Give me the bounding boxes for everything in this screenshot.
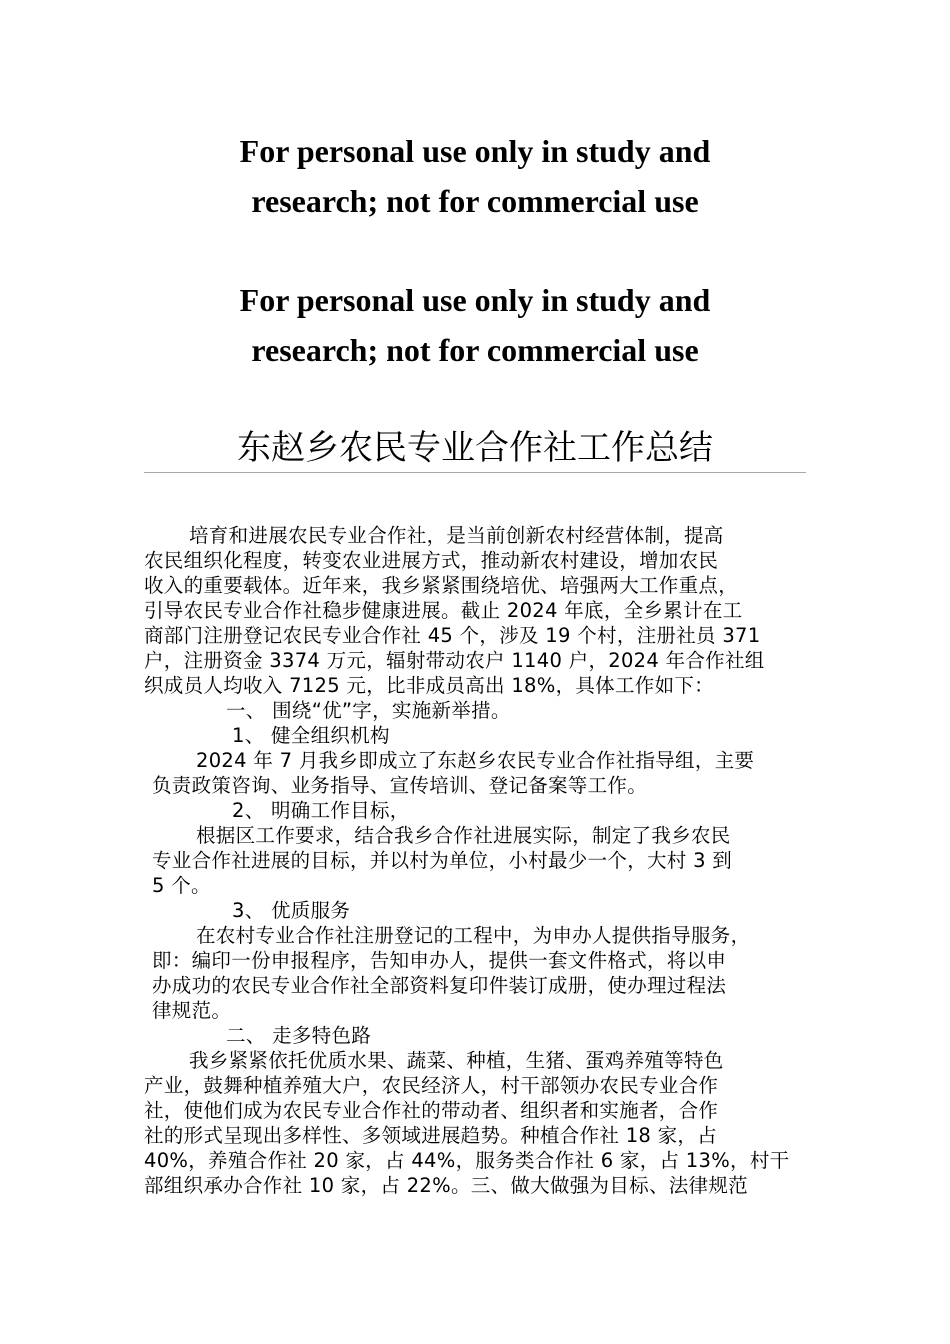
paragraph-line: 织成员人均收入 7125 元，比非成员高出 18%，具体工作如下：	[144, 674, 714, 697]
watermark-line: For personal use only in study and	[239, 133, 711, 169]
paragraph-line: 社，使他们成为农民专业合作社的带动者、组织者和实施者，合作	[144, 1099, 719, 1122]
paragraph-line: 40%，养殖合作社 20 家，占 44%，服务类合作社 6 家，占 13%，村干	[144, 1149, 790, 1172]
paragraph-line: 培育和进展农民专业合作社，是当前创新农村经营体制，提高	[189, 524, 724, 547]
paragraph-line: 农民组织化程度，转变农业进展方式，推动新农村建设，增加农民	[144, 549, 719, 572]
subsection-heading: 2、 明确工作目标，	[232, 799, 410, 822]
section-heading: 二、 走多特色路	[226, 1024, 372, 1047]
paragraph-line: 产业，鼓舞种植养殖大户，农民经济人，村干部领办农民专业合作	[144, 1074, 719, 1097]
paragraph-line: 5 个。	[152, 874, 211, 897]
subsection-heading: 1、 健全组织机构	[232, 724, 390, 747]
paragraph-line: 在农村专业合作社注册登记的工程中，为申办人提供指导服务，	[196, 924, 751, 947]
subsection-heading: 3、 优质服务	[232, 899, 351, 922]
paragraph-line: 负责政策咨询、业务指导、宣传培训、登记备案等工作。	[152, 774, 648, 797]
paragraph-line: 即：编印一份申报程序，告知申办人，提供一套文件格式，将以申	[152, 949, 727, 972]
paragraph-line: 社的形式呈现出多样性、多领域进展趋势。种植合作社 18 家，占	[144, 1124, 718, 1147]
paragraph-line: 根据区工作要求，结合我乡合作社进展实际，制定了我乡农民	[196, 824, 731, 847]
watermark-line: research; not for commercial use	[251, 183, 699, 219]
watermark-line: research; not for commercial use	[251, 332, 699, 368]
paragraph-line: 办成功的农民专业合作社全部资料复印件装订成册，使办理过程法	[152, 974, 727, 997]
paragraph-line: 我乡紧紧依托优质水果、蔬菜、种植，生猪、蛋鸡养殖等特色	[189, 1049, 724, 1072]
paragraph-line: 专业合作社进展的目标，并以村为单位，小村最少一个，大村 3 到	[152, 849, 733, 872]
section-heading: 一、 围绕“优”字，实施新举措。	[226, 699, 511, 722]
paragraph-line: 引导农民专业合作社稳步健康进展。截止 2024 年底，全乡累计在工	[144, 599, 743, 622]
paragraph-line: 户，注册资金 3374 万元，辐射带动农户 1140 户，2024 年合作社组	[144, 649, 765, 672]
paragraph-line: 商部门注册登记农民专业合作社 45 个，涉及 19 个村，注册社员 371	[144, 624, 761, 647]
paragraph-line: 收入的重要载体。近年来，我乡紧紧围绕培优、培强两大工作重点，	[144, 574, 739, 597]
document-title: 东赵乡农民专业合作社工作总结	[237, 428, 713, 468]
watermark-line: For personal use only in study and	[239, 282, 711, 318]
paragraph-line: 2024 年 7 月我乡即成立了东赵乡农民专业合作社指导组，主要	[196, 749, 755, 772]
paragraph-line: 部组织承办合作社 10 家，占 22%。三、做大做强为目标、法律规范	[144, 1174, 748, 1197]
paragraph-line: 律规范。	[152, 999, 232, 1022]
